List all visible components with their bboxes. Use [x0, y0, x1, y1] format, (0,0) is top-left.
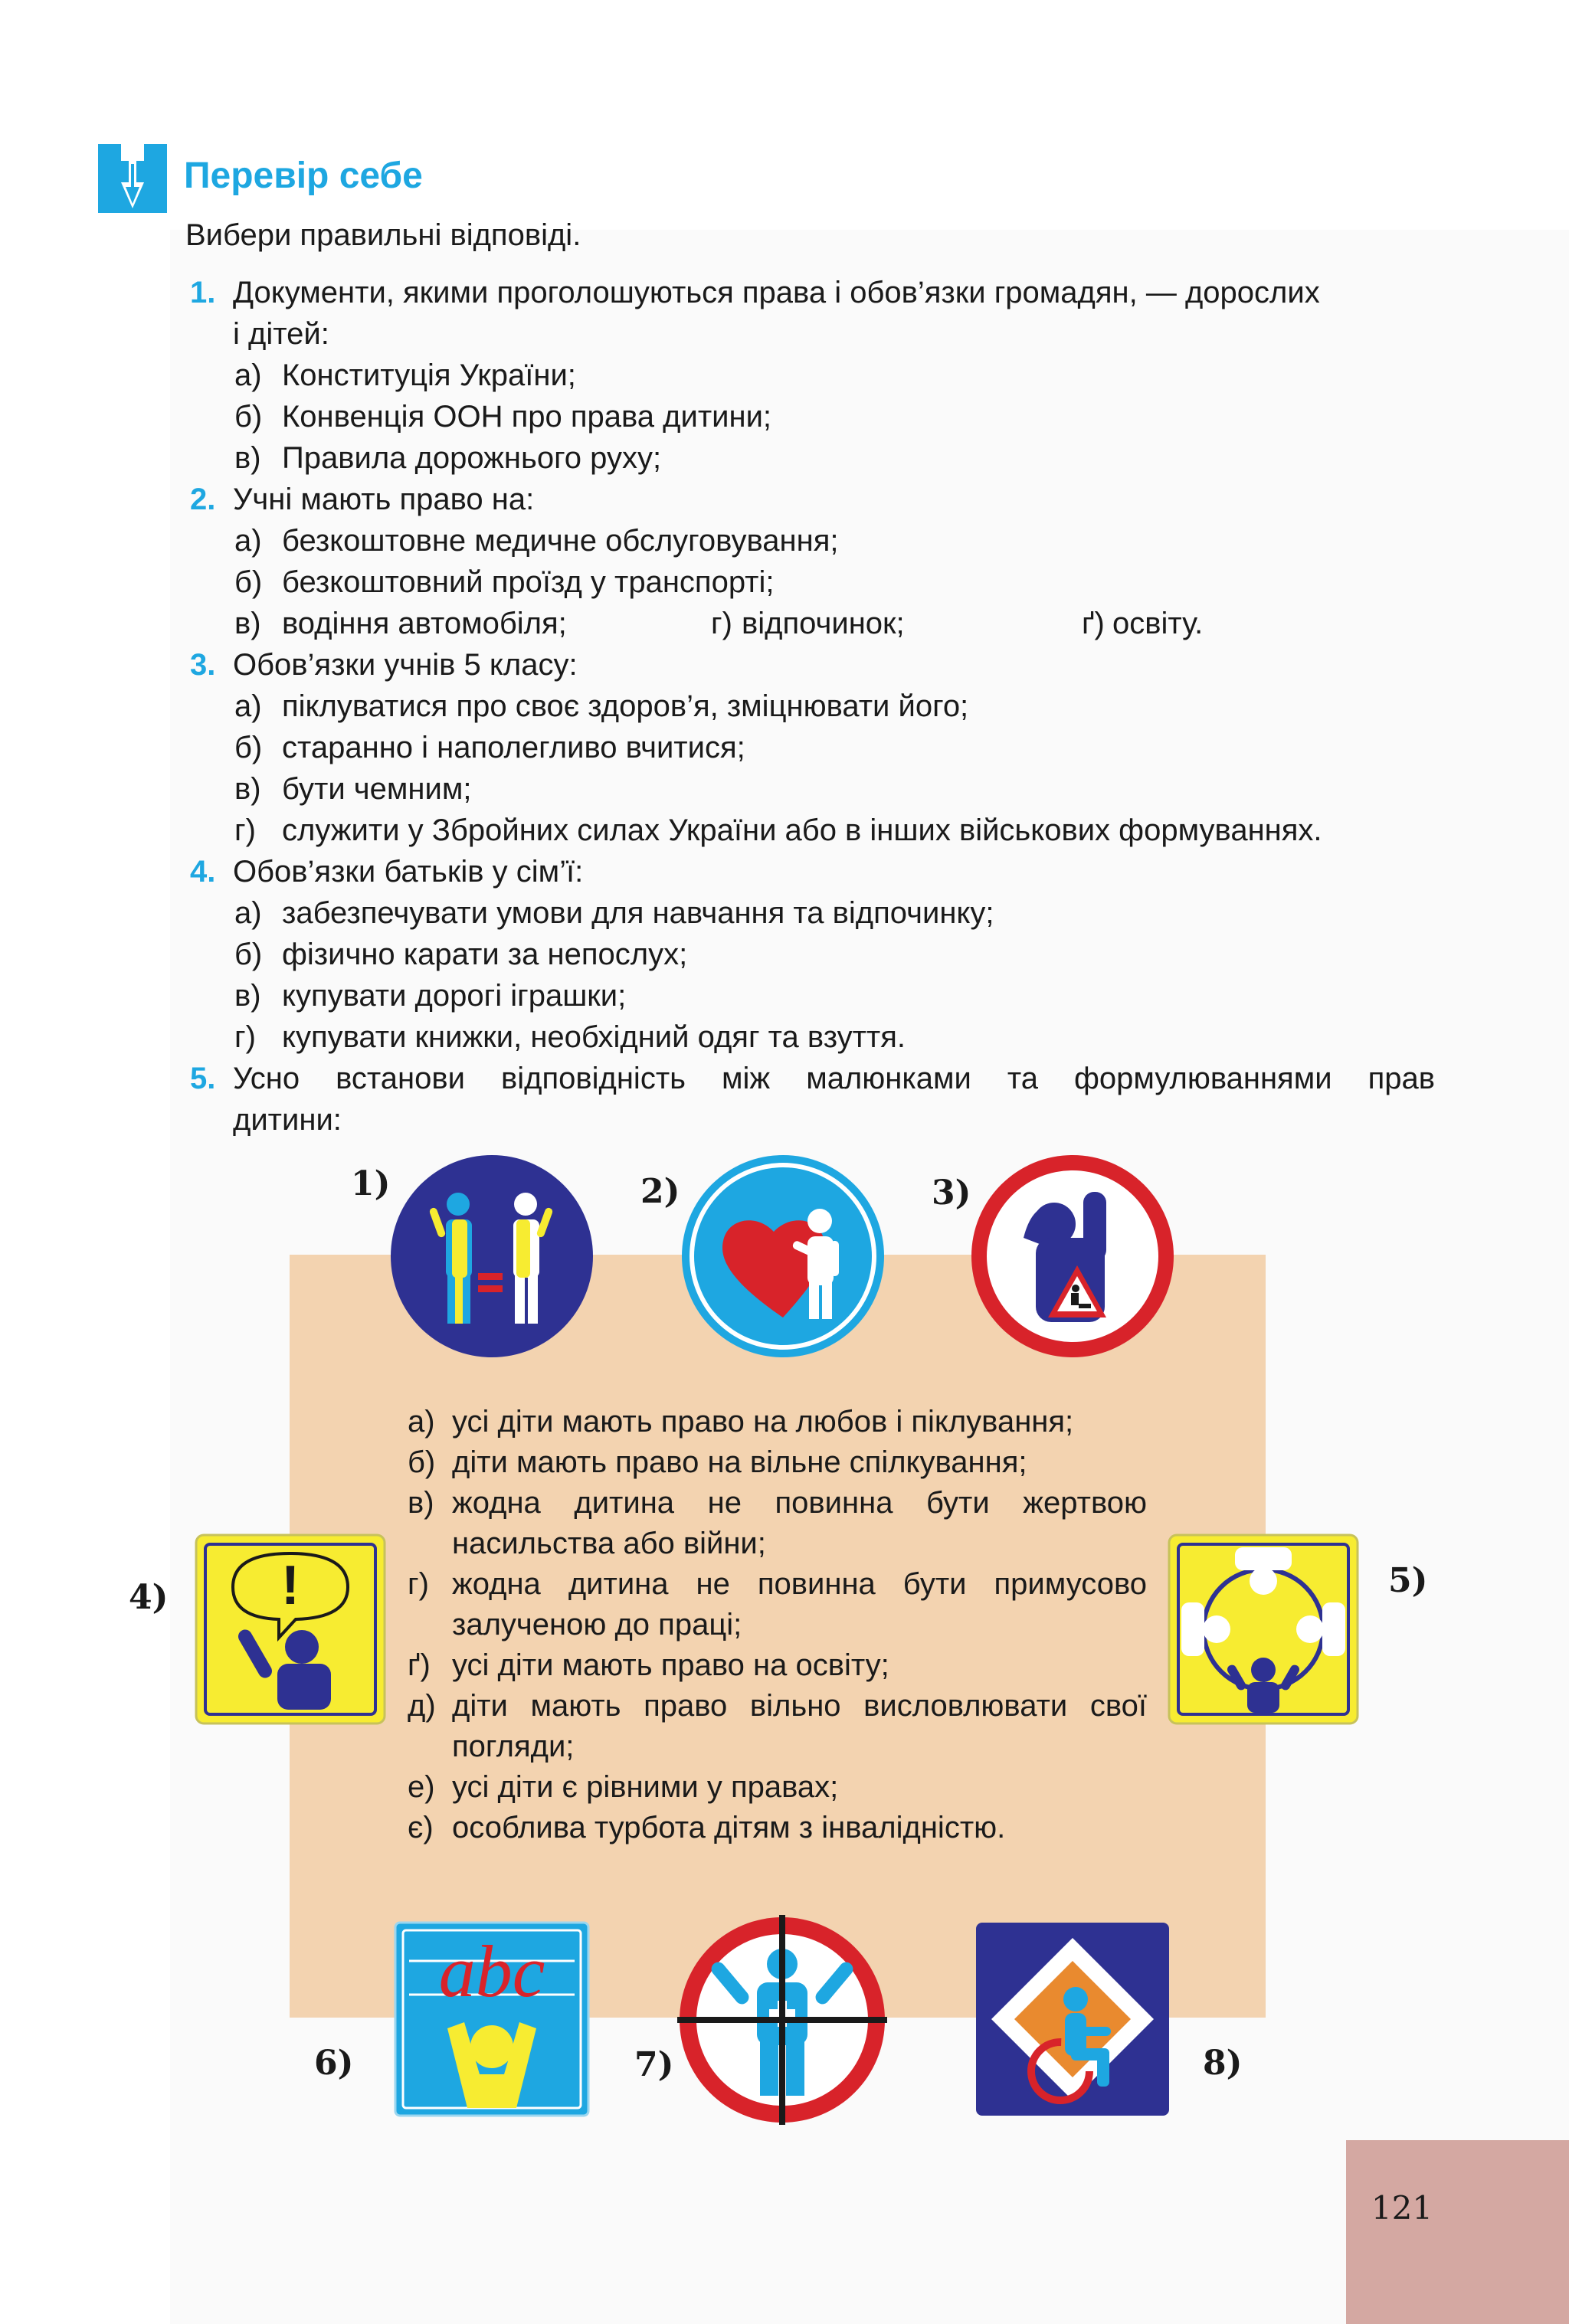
question-number: 1. [190, 276, 216, 309]
right-text: жодна дитина не повинна бути примусово [452, 1567, 1147, 1601]
section-title: Перевір себе [184, 155, 423, 196]
option-letter: а) [234, 358, 262, 392]
right-letter: д) [408, 1689, 436, 1723]
page-number-tab [1346, 2140, 1569, 2324]
option-letter: ґ) [1082, 607, 1105, 640]
option-letter: в) [234, 979, 261, 1013]
option-text: забезпечувати умови для навчання та відпочинку; [282, 896, 994, 930]
option [234, 520, 838, 561]
picture-label-3: 3) [932, 1173, 971, 1213]
right-letter: г) [408, 1567, 429, 1601]
right-item [408, 1564, 1147, 1605]
no-child-labor-icon [970, 1154, 1175, 1359]
equality-icon [389, 1154, 595, 1359]
right-text: усі діти є рівними у правах; [452, 1770, 839, 1804]
question-text: Учні мають право на: [233, 483, 535, 516]
question-text: Обов’язки батьків у сім’ї: [233, 855, 584, 889]
question-number: 4. [190, 855, 216, 889]
question-text-line: і дітей: [233, 317, 329, 351]
abc-education-icon [394, 1921, 590, 2117]
right-letter: є) [408, 1811, 434, 1844]
option-text: піклуватися про своє здоров’я, зміцнювати його; [282, 689, 969, 723]
speech-exclamation-icon [195, 1534, 386, 1725]
option-letter: б) [234, 731, 263, 764]
option [234, 810, 1322, 851]
right-item-continuation [408, 1605, 1147, 1645]
option-letter: г) [234, 813, 256, 847]
option-letter: а) [234, 689, 262, 723]
right-item [408, 1767, 1147, 1808]
picture-label-7: 7) [634, 2045, 674, 2084]
right-letter: в) [408, 1486, 434, 1520]
picture-label-1: 1) [351, 1164, 391, 1203]
question-text: Обов’язки учнів 5 класу: [233, 648, 578, 682]
question-text-line: Документи, якими проголошуються права і обов’язки громадян, — дорослих [233, 276, 1320, 309]
picture-label-6: 6) [314, 2044, 354, 2083]
option-letter: б) [234, 565, 263, 599]
option [234, 975, 626, 1016]
right-letter: б) [408, 1445, 436, 1479]
right-text: особлива турбота дітям з інвалідністю. [452, 1811, 1006, 1844]
option-letter: в) [234, 607, 261, 640]
option [234, 686, 968, 727]
target-child-icon [677, 1915, 887, 2125]
right-item [408, 1686, 1147, 1727]
picture-label-8: 8) [1203, 2044, 1243, 2083]
option-text: бути чемним; [282, 772, 472, 806]
picture-label-2: 2) [640, 1172, 680, 1211]
option [234, 603, 567, 644]
question-text-line: Усно встанови відповідність між малюнками та формулюваннями прав [233, 1062, 1435, 1095]
option-text: безкоштовний проїзд у транспорті; [282, 565, 775, 599]
option-letter: б) [234, 938, 263, 971]
option-text: освіту. [1112, 607, 1204, 640]
right-item [408, 1402, 1147, 1442]
abc-text: abc [438, 1930, 545, 2012]
option-text: фізично карати за непослух; [282, 938, 688, 971]
option-letter: г) [711, 607, 732, 640]
right-letter: ґ) [408, 1648, 431, 1682]
option-text: купувати дорогі іграшки; [282, 979, 627, 1013]
option-letter: г) [234, 1020, 256, 1054]
option-text: відпочинок; [742, 607, 905, 640]
right-item-continuation [408, 1727, 1147, 1767]
option-text: водіння автомобіля; [282, 607, 567, 640]
question-5 [190, 1058, 1435, 1141]
right-text: усі діти мають право на любов і піклування; [452, 1405, 1074, 1439]
option-text: старанно і наполегливо вчитися; [282, 731, 745, 764]
option [234, 437, 661, 479]
page-number: 121 [1371, 2189, 1433, 2227]
option [1082, 603, 1203, 644]
option-text: купувати книжки, необхідний одяг та взуття. [282, 1020, 906, 1054]
right-text: діти мають право на вільне спілкування; [452, 1445, 1027, 1479]
question-3 [190, 644, 1435, 686]
option-letter: а) [234, 524, 262, 558]
option [234, 355, 576, 396]
option [234, 727, 745, 768]
communication-circle-icon [1168, 1534, 1359, 1725]
question-text-line: дитини: [233, 1103, 342, 1137]
option-text: служити у Збройних силах України або в інших військових формуваннях. [282, 813, 1322, 847]
option [234, 768, 471, 810]
question-number: 5. [190, 1062, 216, 1095]
right-text: діти мають право вільно висловлювати свої [452, 1689, 1147, 1723]
right-item [408, 1442, 1147, 1483]
instruction-text: Вибери правильні відповіді. [185, 218, 581, 252]
wheelchair-child-icon [974, 1921, 1171, 2117]
option-letter: в) [234, 772, 261, 806]
right-item [408, 1808, 1147, 1848]
right-text: насильства або війни; [452, 1527, 766, 1560]
download-arrow-icon [98, 144, 167, 213]
right-text: усі діти мають право на освіту; [452, 1648, 889, 1682]
heart-child-icon [680, 1154, 886, 1359]
exclamation-text: ! [281, 1555, 300, 1616]
right-text: жодна дитина не повинна бути жертвою [452, 1486, 1147, 1520]
option [711, 603, 905, 644]
rights-list [408, 1402, 1147, 1848]
option [234, 396, 771, 437]
option-letter: а) [234, 896, 262, 930]
right-letter: е) [408, 1770, 435, 1804]
option-text: безкоштовне медичне обслуговування; [282, 524, 839, 558]
option [234, 561, 775, 603]
question-number: 3. [190, 648, 216, 682]
option [234, 1016, 906, 1058]
question-2 [190, 479, 1435, 520]
option [234, 892, 994, 934]
option-text: Правила дорожнього руху; [282, 441, 662, 475]
option-letter: б) [234, 400, 263, 434]
right-item [408, 1483, 1147, 1524]
question-number: 2. [190, 483, 216, 516]
right-item [408, 1645, 1147, 1686]
option-text: Конституція України; [282, 358, 576, 392]
picture-label-4: 4) [129, 1578, 169, 1617]
right-text: залученою до праці; [452, 1608, 742, 1642]
right-text: погляди; [452, 1730, 575, 1763]
option-letter: в) [234, 441, 261, 475]
right-letter: а) [408, 1405, 435, 1439]
picture-label-5: 5) [1388, 1561, 1428, 1600]
option-text: Конвенція ООН про права дитини; [282, 400, 772, 434]
right-item-continuation [408, 1524, 1147, 1564]
question-1 [190, 272, 1435, 355]
option [234, 934, 687, 975]
question-4 [190, 851, 1435, 892]
